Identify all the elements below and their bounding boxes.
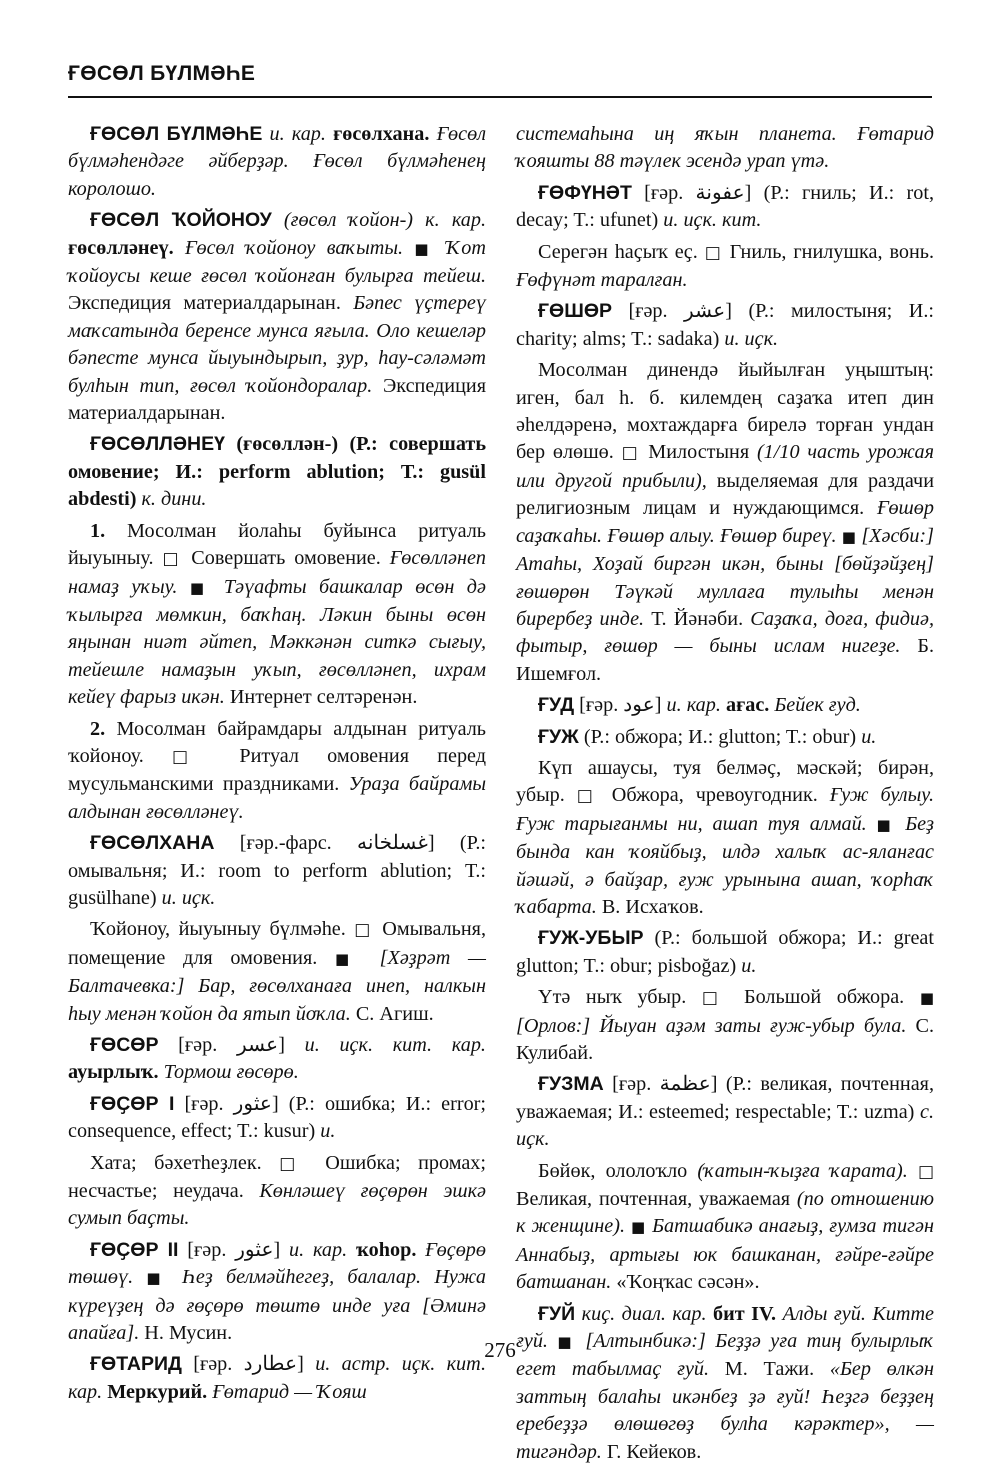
example-marker-icon: ■ — [630, 1218, 647, 1237]
entry-gotarid: ҒӨТАРИД [ғәр. عطارد] и. астр. иҫк. кит. кар. Меркурий. Ғөтарид — Ҡояш — [68, 1353, 486, 1403]
sense-2: 2. Мосолман байрамдары алдынан ритуаль ҡойоноу. □ Ритуал омовения перед мусульманскими праздниками. Ураҙа байрамы алдынан ғөсөлләнеү. — [68, 717, 487, 823]
translation-marker-icon: □ — [162, 549, 183, 570]
headword: ҒӨҪӨР I — [90, 1092, 175, 1115]
example-marker-icon: ■ — [189, 578, 212, 597]
translation-marker-icon: □ — [354, 920, 374, 941]
running-head: ҒӨСӨЛ БҮЛМӘҺЕ — [68, 62, 256, 85]
translation-marker-icon: □ — [279, 1153, 308, 1174]
translation-marker-icon: □ — [704, 242, 723, 263]
translation-marker-icon: □ — [172, 746, 212, 767]
entry-guzma: ҒУЗМА [ғәр. عظمة] (Р.: великая, почтенная, уважаемая; И.: esteemed; respectable; T.: uzma) с. иҫк. — [516, 1073, 934, 1151]
example-marker-icon: ■ — [919, 989, 934, 1008]
entry-definition: Серегән һаҫыҡ еҫ. □ Гниль, гнилушка, вонь. Ғөфүнәт таралған. — [516, 240, 935, 292]
entry-definition: Күп ашаусы, туя белмәҫ, мәскәй; бирән, убыр. □ Обжора, чревоугодник. Ғуж булыу. Ғуж тарығанмы ни, ашап туя алмай. ■ Беҙ бында кан ҡояйбыҙ, илдә халыҡ ас-яланғас йәшәй, ә байҙар, ғуж урынына ашап, ҡорһаҡ ҡабарта. В. Исхаҡов. — [516, 756, 934, 918]
left-column — [68, 121, 486, 1406]
entry-guzh: ҒУЖ (Р.: обжора; И.: glutton; T.: obur) и. — [538, 725, 877, 748]
entry-guzh-ubyr: ҒУЖ-УБЫР (Р.: большой обжора; И.: great glutton; T.: obur; pisboğaz) и. — [516, 927, 934, 977]
translation-marker-icon: □ — [576, 786, 600, 807]
entry-continuation: системаһына иң яҡын планета. Ғөтарид ҡояшты 88 тәүлек эсендә урап үтә. — [516, 123, 934, 173]
headword: ҒӨҪӨР II — [90, 1238, 179, 1261]
headword: ҒӨСӨЛ ҠОЙОНОУ — [90, 209, 272, 232]
translation-marker-icon: □ — [621, 443, 641, 464]
entry-gosol-koyonou: ҒӨСӨЛ ҠОЙОНОУ (ғөсөл ҡойон-) к. кар. ғөсөлләнеү. Ғөсөл ҡойоноу ваҡыты. ■ Ҡот ҡойоусы кеше ғөсөл ҡойонған булырға тейеш. Экспедиция материалдарынан. Бәпес үҫтереү маҡсатында беренсе мунса яғыла. Оло кешеләр бәпесте мунса йыуындырып, ҙур, һау-сәләмәт булһын тип, ғөсөл ҡойондоралар. Экспедиция материалдарынан. — [68, 209, 486, 425]
entry-gosol-bulmahe: ҒӨСӨЛ БҮЛМӘҺЕ и. кар. ғөсөлхана. Ғөсөл бүлмәһендәге әйберҙәр. Ғөсөл бүлмәһенең королошо. — [68, 123, 486, 200]
header-rule — [68, 96, 932, 98]
entry-gud: ҒУД [ғәр. عود] и. кар. ағас. Бейек ғуд. — [538, 694, 861, 717]
entry-gofunat: ҒӨФҮНӘТ [ғәр. عفونة] (Р.: гниль; И.: rot, decay; T.: ufunet) и. иҫк. кит. — [516, 181, 934, 232]
example-marker-icon: ■ — [841, 527, 857, 546]
headword: ҒУЖ-УБЫР — [538, 927, 644, 950]
entry-definition: Ҡойоноу, йыуыныу бүлмәһе. □ Омывальня, помещение для омовения. ■ [Хәҙрәт — Балтачевка:] Бар, ғөсөлханаға инеп, налкын һыу менән ҡойон да ятып йоҡла. С. Агиш. — [68, 918, 487, 1025]
headword: ҒӨШӨР — [538, 300, 612, 323]
entry-gosor: ҒӨСӨР [ғәр. عسر] и. иҫк. кит. кар. ауырлыҡ. Тормош ғөсөрө. — [68, 1034, 486, 1084]
headword: ҒУЖ — [538, 725, 579, 748]
entry-definition: Мосолман динендә йыйылған уңыштың: иген, бал h. б. килемдең саҙаҡа итеп дин әһелдәренә, мохтаждарға бирелә торған ундан бер өлөшө. □ Милостыня (1/10 часть урожая или другой прибыли), выделяемая для раздачи религиозным лицам и нуждающимся. Ғөшөр саҙаҡаһы. Ғөшөр алыу. Ғөшөр биреү. ■ [Хәсби:] Атаһы, Хоҙай биргән икән, быны [бөйҙәйҙең] ғөшөрөн Тәүкәй муллаға тулыһы менән бирербеҙ инде. Т. Йәнәби. Саҙаҡа, доға, фидиә, фытыр, ғөшөр — быны ислам нигеҙе. Б. Ишемғол. — [516, 359, 935, 685]
entry-goshor: ҒӨШӨР [ғәр. عشر] (Р.: милостыня; И.: charity; alms; T.: sadaka) и. иҫк. — [516, 300, 934, 350]
page-number: 276 — [484, 1338, 516, 1362]
headword: ҒӨФҮНӘТ — [538, 181, 632, 204]
translation-marker-icon: □ — [917, 1161, 934, 1182]
example-marker-icon: ■ — [335, 949, 362, 968]
entry-gosor-2: ҒӨҪӨР II [ғәр. عثور] и. кар. ҡоһор. Ғөҫөрө төшөү. ■ Һеҙ белмәйһегеҙ, балалар. Нужа күреүҙең дә ғөҫөрө төштө инде уға [Әминә апайға]. Н. Мусин. — [68, 1238, 486, 1345]
entry-gosolkhana: ҒӨСӨЛХАНА [ғәр.-фарс. غسلخانه] (Р.: омывальня; И.: room to perform ablution; Т.: gusülhane) и. иҫк. — [68, 832, 487, 909]
headword: ҒУЗМА — [538, 1073, 604, 1096]
headword: ҒӨСӨР — [90, 1034, 159, 1056]
headword: ҒӨСӨЛЛӘНЕҮ — [90, 433, 225, 456]
example-marker-icon: ■ — [557, 1333, 576, 1352]
headword: ҒӨСӨЛ БҮЛМӘҺЕ — [90, 123, 263, 145]
example-marker-icon: ■ — [876, 815, 896, 834]
headword: ҒУД — [538, 694, 575, 717]
sense-1: 1. Мосолман йолаһы буйынса ритуаль йыуыныу. □ Совершать омовение. Ғөсөлләнеп намаҙ уҡыу. ■ Тәүафты башкалар өсөн дә ҡылырға мөмкин, баҡһаң. Ләкин быны өсөн яңынан ниәт әйтеп, Мәккәнән ситкә сығыу, тейешле намаҙын уҡып, ғөсөлләнеп, ихрам кейеү фарыз икән. Интернет селтәренән. — [68, 519, 487, 709]
entry-gosor-1: ҒӨҪӨР I [ғәр. عثور] (Р.: ошибка; И.: error; consequence, effect; T.: kusur) и. — [68, 1092, 486, 1143]
entry-definition: Үтә ныҡ убыр. □ Большой обжора. ■ [Орлов:] Йыуан аҙәм заты ғуж-убыр була. С. Кулибай. — [516, 986, 934, 1064]
entry-definition: Хата; бәхетһеҙлек. □ Ошибка; промах; несчастье; неудача. Көнләшеү ғөҫөрөн эшкә сумып баҫты. — [68, 1151, 487, 1230]
entry-guy: ҒУЙ киҫ. диал. кар. бит IV. Алды ғуй. Китте ғуй. ■ [Алтынбикә:] Беҙҙә уға тиң булырлыҡ егет табылмаҫ ғуй. М. Тажи. «Бер өлкән заттың балаһы икәнбеҙ ҙә ғуй! Һеҙгә беҙҙең еребеҙҙә өлөшөгөҙ булһа кәрәктер», — тигәндәр. Г. Кейеков. — [516, 1302, 934, 1463]
entry-definition: Бөйөк, ололоҡло (ҡатын-ҡыҙға ҡарата). □ Великая, почтенная, уважаемая (по отношению к женщине). ■ Батшабикә анағыҙ, ғумза тигән Аннабыҙ, артығы юк башканан, ғәйре-ғәйре батшанан. «Ҡоңҡас сәсән». — [516, 1159, 934, 1294]
example-marker-icon: ■ — [146, 1269, 169, 1288]
right-column — [516, 121, 934, 1466]
headword: ҒУЙ — [538, 1302, 576, 1325]
entry-gosollaneu: ҒӨСӨЛЛӘНЕҮ (ғөсөллән-) (Р.: совершать омовение; И.: perform ablution; Т.: gusül abdesti) к. дини. — [68, 433, 486, 511]
headword: ҒӨСӨЛХАНА — [90, 832, 215, 855]
headword: ҒӨТАРИД — [90, 1353, 182, 1376]
translation-marker-icon: □ — [701, 988, 729, 1009]
example-marker-icon: ■ — [414, 239, 435, 258]
